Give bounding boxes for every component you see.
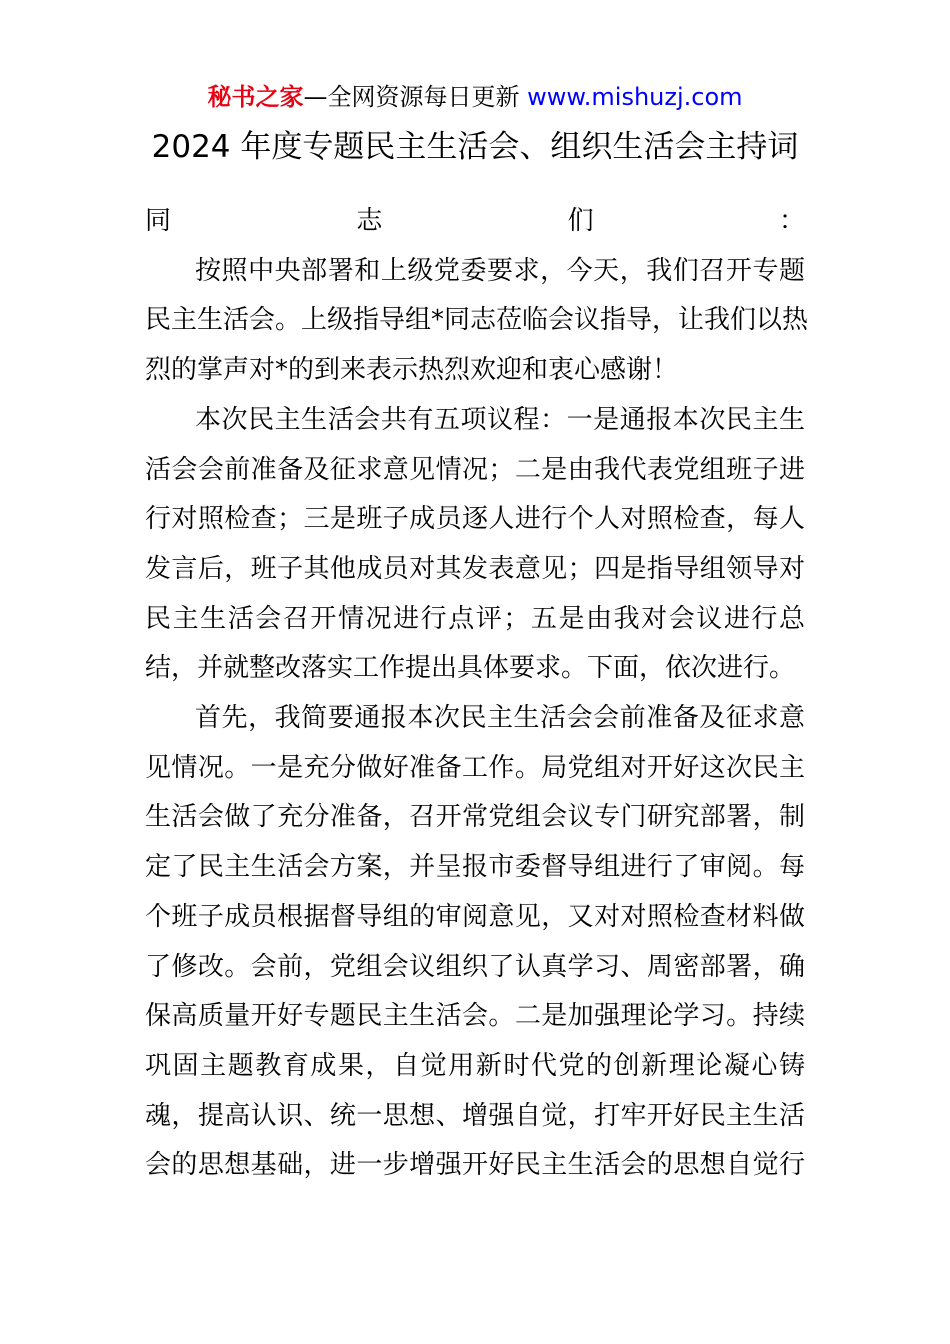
site-header [0, 80, 950, 114]
paragraph-line: 烈的掌声对*的到来表示热烈欢迎和衷心感谢！ [145, 355, 679, 386]
site-tagline: —全网资源每日更新 [303, 83, 520, 111]
paragraph-line: 生活会做了充分准备，召开常党组会议专门研究部署，制 [145, 802, 805, 833]
paragraph-line: 活会会前准备及征求意见情况；二是由我代表党组班子进 [145, 454, 805, 485]
document-body [145, 197, 809, 1191]
paragraph-line: 个班子成员根据督导组的审阅意见，又对对照检查材料做 [145, 901, 805, 932]
paragraph-line: 发言后，班子其他成员对其发表意见；四是指导组领导对 [145, 553, 805, 584]
paragraph-line: 结，并就整改落实工作提出具体要求。下面，依次进行。 [145, 653, 796, 684]
paragraph-line: 首先，我简要通报本次民主生活会会前准备及征求意 [195, 703, 805, 734]
paragraph-line: 了修改。会前，党组会议组织了认真学习、周密部署，确 [145, 951, 805, 982]
paragraph-agenda [145, 396, 805, 694]
paragraph-line: 按照中央部署和上级党委要求，今天，我们召开专题 [195, 255, 805, 286]
paragraph-line: 本次民主生活会共有五项议程：一是通报本次民主生 [195, 404, 805, 435]
paragraph-line: 定了民主生活会方案，并呈报市委督导组进行了审阅。每 [145, 852, 805, 883]
paragraph-line: 魂，提高认识、统一思想、增强自觉，打牢开好民主生活 [145, 1100, 805, 1131]
paragraph-preparation [145, 694, 805, 1191]
paragraph-line: 见情况。一是充分做好准备工作。局党组对开好这次民主 [145, 752, 805, 783]
document-title: 2024 年度专题民主生活会、组织生活会主持词 [151, 129, 799, 165]
paragraph-line: 会的思想基础，进一步增强开好民主生活会的思想自觉行 [145, 1150, 805, 1181]
paragraph-line: 行对照检查；三是班子成员逐人进行个人对照检查，每人 [145, 504, 805, 535]
salutation: 同志们： [145, 206, 805, 236]
paragraph-line: 巩固主题教育成果，自觉用新时代党的创新理论凝心铸 [145, 1050, 805, 1081]
paragraph-line: 保高质量开好专题民主生活会。二是加强理论学习。持续 [145, 1001, 805, 1032]
site-url-link[interactable]: www.mishuzj.com [519, 83, 743, 111]
paragraph-line: 民主生活会召开情况进行点评；五是由我对会议进行总 [145, 603, 805, 634]
paragraph-opening [145, 247, 809, 396]
paragraph-line: 民主生活会。上级指导组*同志莅临会议指导，让我们以热 [145, 305, 809, 336]
site-brand: 秘书之家 [207, 83, 304, 111]
